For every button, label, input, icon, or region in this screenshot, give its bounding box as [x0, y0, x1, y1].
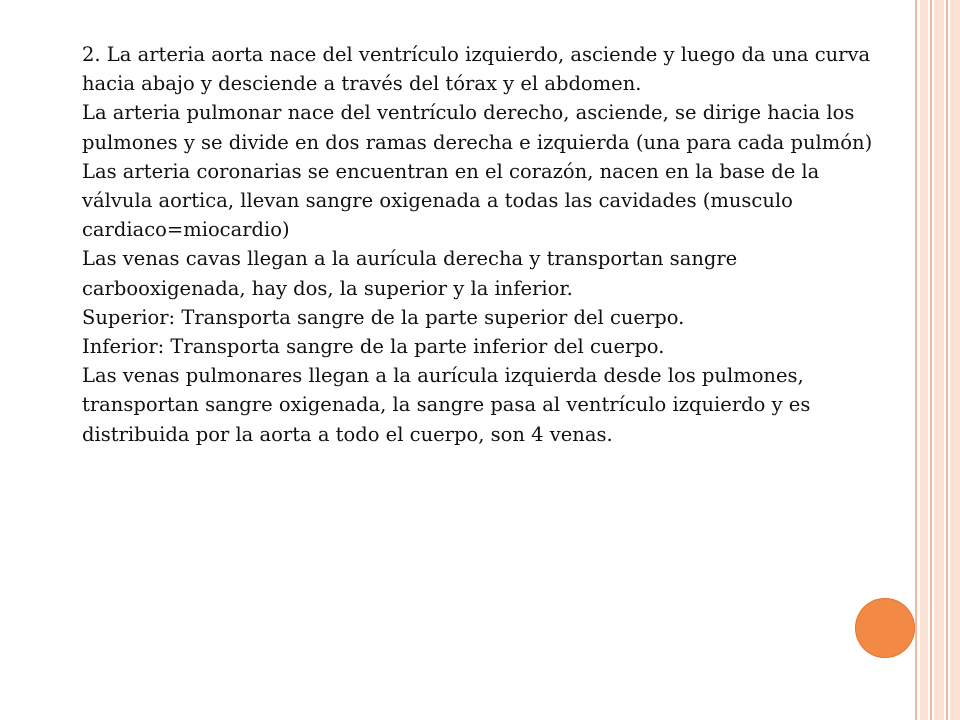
paragraph-pulmonary-artery: La arteria pulmonar nace del ventrículo derecho, asciende, se dirige hacia los pulmones y se divide en dos ramas derecha e izquierda (una para cada pulmón) — [82, 101, 873, 154]
paragraph-pulmonary-veins: Las venas pulmonares llegan a la aurícula izquierda desde los pulmones, transportan sangre oxigenada, la sangre pasa al ventrículo izquierdo y es distribuida por la aorta a todo el cuerpo, son 4 venas. — [82, 364, 811, 446]
decorative-stripe-band — [920, 0, 928, 720]
decorative-stripe-band — [934, 0, 944, 720]
paragraph-vena-cava: Las venas cavas llegan a la aurícula derecha y transportan sangre carbooxigenada, hay dos, la superior y la inferior. — [82, 247, 738, 300]
paragraph-aorta: 2. La arteria aorta nace del ventrículo izquierdo, asciende y luego da una curva hacia abajo y desciende a través del tórax y el abdomen. — [82, 43, 871, 96]
decorative-stripe-line — [930, 0, 932, 720]
decorative-stripe-line — [915, 0, 917, 720]
paragraph-inferior: Inferior: Transporta sangre de la parte inferior del cuerpo. — [82, 335, 665, 359]
paragraph-superior: Superior: Transporta sangre de la parte superior del cuerpo. — [82, 305, 685, 329]
decorative-circle — [855, 598, 915, 658]
decorative-stripe-band — [950, 0, 960, 720]
decorative-stripe-line — [946, 0, 948, 720]
slide-body-text — [82, 40, 882, 449]
paragraph-coronary-arteries: Las arteria coronarias se encuentran en el corazón, nacen en la base de la válvula aortica, llevan sangre oxigenada a todas las cavidades (musculo cardiaco=miocardio) — [82, 159, 820, 242]
